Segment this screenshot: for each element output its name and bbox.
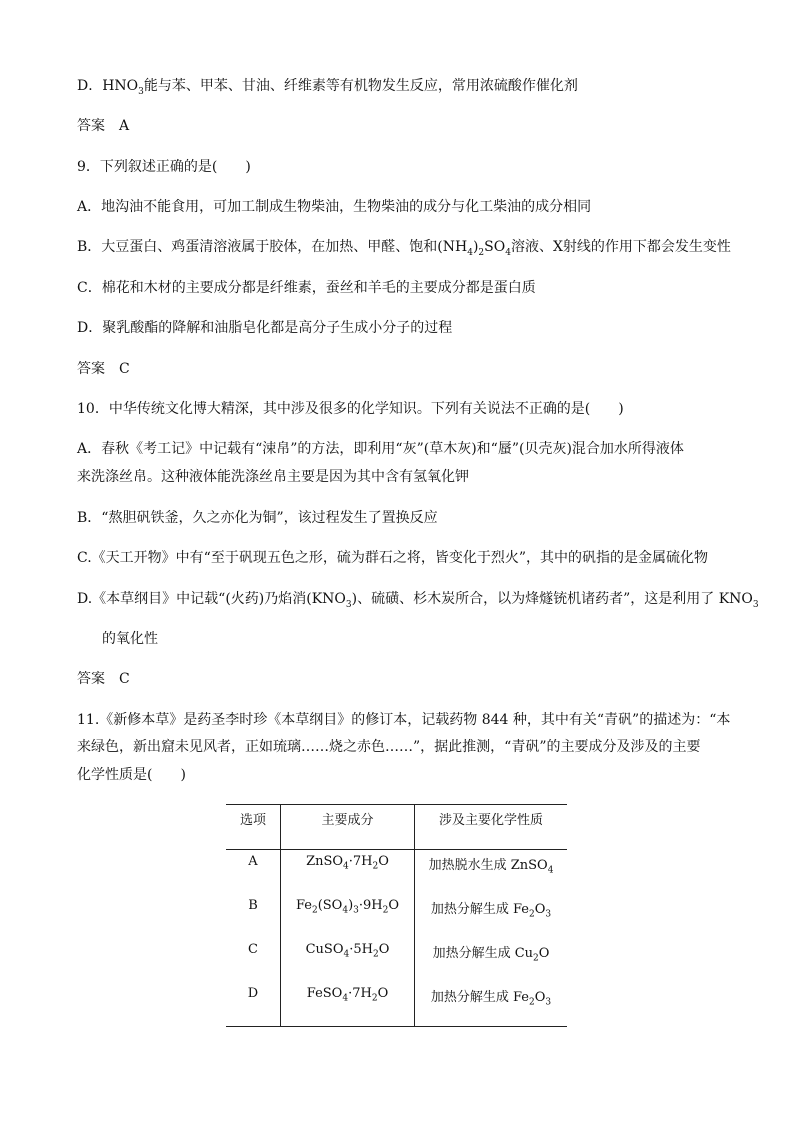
- table-cell-component: $Fe_2(SO_4)_3\cdot 9H_2O$: [281, 894, 415, 938]
- q11-stem-line3: 化学性质是( ): [77, 767, 186, 783]
- q10-answer: 答案 C: [77, 671, 130, 687]
- table-cell-property: 加热分解生成 $Fe_2O_3$: [415, 894, 568, 938]
- q11-stem-line1: 11.《新修本草》是药圣李时珍《本草纲目》的修订本，记载药物 844 种，其中有关“青矾”的描述为：“本: [77, 712, 731, 728]
- table-header-component: 主要成分: [281, 805, 415, 850]
- q10-option-b: B．“熬胆矾铁釜，久之亦化为铜”，该过程发生了置换反应: [77, 510, 438, 526]
- table-cell-property: 加热脱水生成 ZnSO$_4$: [415, 850, 568, 895]
- q10-stem: 10．中华传统文化博大精深，其中涉及很多的化学知识。下列有关说法不正确的是( ): [77, 401, 624, 417]
- table-cell-component: $CuSO_4\cdot 5H_2O$: [281, 938, 415, 982]
- q9-option-c: C．棉花和木材的主要成分都是纤维素，蚕丝和羊毛的主要成分都是蛋白质: [77, 280, 536, 296]
- table-header-row: [226, 805, 567, 850]
- table-cell-component: $FeSO_4\cdot 7H_2O$: [281, 982, 415, 1027]
- table-row: [226, 850, 567, 895]
- table-row: [226, 982, 567, 1027]
- table-row: [226, 938, 567, 982]
- q9-answer: 答案 C: [77, 361, 130, 377]
- table-cell-option: B: [226, 894, 281, 938]
- table-cell-option: A: [226, 850, 281, 895]
- q8-answer: 答案 A: [77, 118, 130, 134]
- table-row: [226, 894, 567, 938]
- table-cell-option: D: [226, 982, 281, 1027]
- table-cell-component: $ZnSO_4\cdot 7H_2O$: [281, 850, 415, 895]
- q9-option-a: A．地沟油不能食用，可加工制成生物柴油，生物柴油的成分与化工柴油的成分相同: [77, 199, 592, 215]
- q11-stem-line2: 来绿色，新出窟未见风者，正如琉璃……烧之赤色……”，据此推测，“青矾”的主要成分及涉及的主要: [77, 739, 701, 755]
- q10-option-d-line2: 的氧化性: [102, 631, 158, 647]
- q9-option-d: D．聚乳酸酯的降解和油脂皂化都是高分子生成小分子的过程: [77, 320, 453, 336]
- q9-stem: 9．下列叙述正确的是( ): [77, 159, 251, 175]
- table-cell-property: 加热分解生成 $Fe_2O_3$: [415, 982, 568, 1027]
- q10-option-a-line1: A．春秋《考工记》中记载有“涑帛”的方法，即利用“灰”(草木灰)和“蜃”(贝壳灰)混合加水所得液体: [77, 441, 684, 457]
- q11-options-table: [226, 804, 567, 1027]
- q9-option-b: B．大豆蛋白、鸡蛋清溶液属于胶体，在加热、甲醛、饱和$(NH_4)_2SO_4$溶液、X射线的作用下都会发生变性: [77, 239, 731, 258]
- table-cell-property: 加热分解生成 $Cu_2O$: [415, 938, 568, 982]
- table-header-property: 涉及主要化学性质: [415, 805, 568, 850]
- q10-option-c: C.《天工开物》中有“至于矾现五色之形，硫为群石之将，皆变化于烈火”，其中的矾指的是金属硫化物: [77, 550, 708, 566]
- q8-option-d: D．$HNO_3$能与苯、甲苯、甘油、纤维素等有机物发生反应，常用浓硫酸作催化剂: [77, 78, 578, 97]
- q10-option-a-line2: 来洗涤丝帛。这种液体能洗涤丝帛主要是因为其中含有氢氧化钾: [77, 469, 469, 485]
- q10-option-d-line1: D.《本草纲目》中记载“(火药)乃焰消$(KNO_3)$、硫磺、杉木炭所合，以为烽燧铳机诸药者”，这是利用了 $KNO_3$: [77, 591, 759, 610]
- table-header-option: 选项: [226, 805, 281, 850]
- table-cell-option: C: [226, 938, 281, 982]
